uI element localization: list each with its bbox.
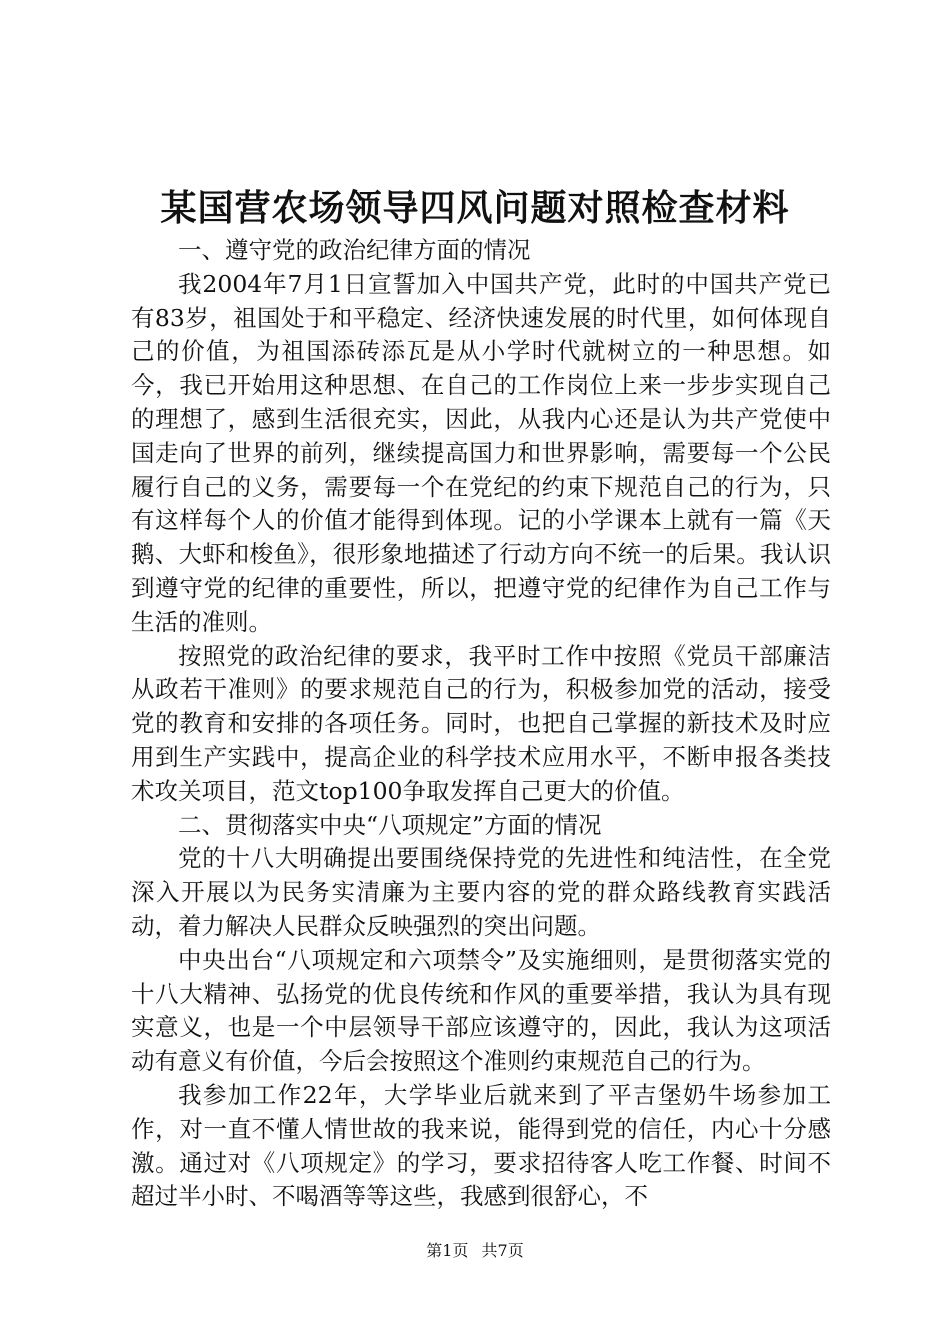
paragraph-4: 中央出台“八项规定和六项禁令”及实施细则，是贯彻落实党的十八大精神、弘扬党的优良传统和作风的重要举措，我认为具有现实意义，也是一个中层领导干部应该遵守的，因此，我认为这项活动有意义有价值，今后会按照这个准则约束规范自己的行为。 bbox=[131, 945, 831, 1076]
page-footer bbox=[0, 1240, 950, 1262]
paragraph-3: 党的十八大明确提出要围绕保持党的先进性和纯洁性，在全党深入开展以为民务实清廉为主要内容的党的群众路线教育实践活动，着力解决人民群众反映强烈的突出问题。 bbox=[131, 844, 831, 940]
paragraph-5: 我参加工作22年，大学毕业后就来到了平吉堡奶牛场参加工作，对一直不懂人情世故的我来说，能得到党的信任，内心十分感激。通过对《八项规定》的学习，要求招待客人吃工作餐、时间不超过半小时、不喝酒等等这些，我感到很舒心，不 bbox=[131, 1080, 831, 1211]
page-total: 共7页 bbox=[481, 1241, 524, 1260]
document-title: 某国营农场领导四风问题对照检查材料 bbox=[160, 187, 790, 229]
paragraph-2: 按照党的政治纪律的要求，我平时工作中按照《党员干部廉洁从政若干准则》的要求规范自己的行为，积极参加党的活动，接受党的教育和安排的各项任务。同时，也把自己掌握的新技术及时应用到生产实践中，提高企业的科学技术应用水平，不断申报各类技术攻关项目，范文top100争取发挥自己更大的价值。 bbox=[131, 641, 831, 805]
section-heading-1: 一、遵守党的政治纪律方面的情况 bbox=[178, 236, 531, 264]
page-number: 第1页 bbox=[426, 1241, 469, 1260]
paragraph-1: 我2004年7月1日宣誓加入中国共产党，此时的中国共产党已有83岁，祖国处于和平稳定、经济快速发展的时代里，如何体现自己的价值，为祖国添砖添瓦是从小学时代就树立的一种思想。如今，我已开始用这种思想、在自己的工作岗位上来一步步实现自己的理想了，感到生活很充实，因此，从我内心还是认为共产党使中国走向了世界的前列，继续提高国力和世界影响，需要每一个公民履行自己的义务，需要每一个在党纪的约束下规范自己的行为，只有这样每个人的价值才能得到体现。记的小学课本上就有一篇《天鹅、大虾和梭鱼》，很形象地描述了行动方向不统一的后果。我认识到遵守党的纪律的重要性，所以，把遵守党的纪律作为自己工作与生活的准则。 bbox=[131, 269, 831, 636]
document-body bbox=[131, 234, 831, 1214]
section-heading-2: 二、贯彻落实中央“八项规定”方面的情况 bbox=[178, 810, 602, 839]
